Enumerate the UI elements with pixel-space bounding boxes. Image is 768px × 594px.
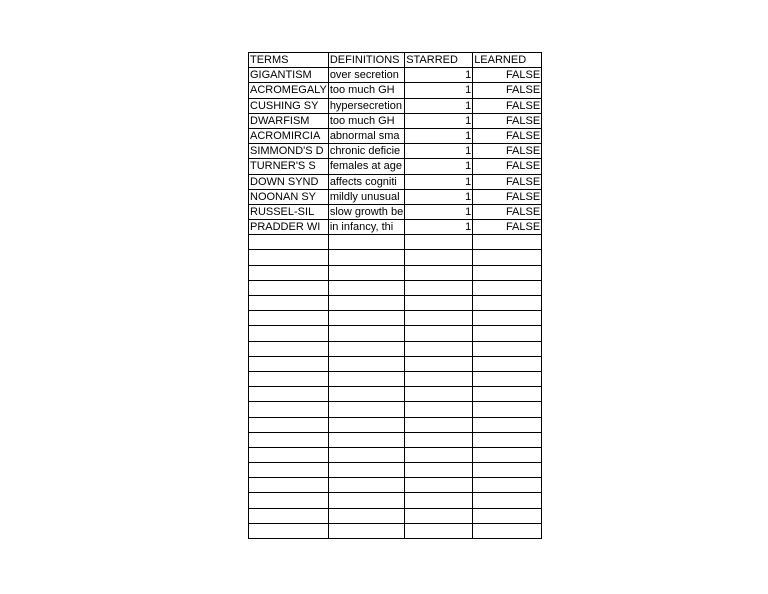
empty-cell[interactable] bbox=[328, 493, 404, 508]
empty-cell[interactable] bbox=[249, 341, 329, 356]
empty-cell[interactable] bbox=[328, 432, 404, 447]
empty-cell[interactable] bbox=[328, 250, 404, 265]
empty-row bbox=[249, 356, 542, 371]
cell-term[interactable]: CUSHING SY bbox=[249, 98, 329, 113]
empty-cell[interactable] bbox=[249, 417, 329, 432]
empty-cell[interactable] bbox=[328, 387, 404, 402]
empty-cell[interactable] bbox=[473, 296, 542, 311]
cell-term[interactable]: TURNER'S S bbox=[249, 159, 329, 174]
empty-cell[interactable] bbox=[249, 432, 329, 447]
empty-cell[interactable] bbox=[328, 326, 404, 341]
empty-cell[interactable] bbox=[473, 493, 542, 508]
empty-cell[interactable] bbox=[328, 296, 404, 311]
empty-cell[interactable] bbox=[328, 417, 404, 432]
empty-cell[interactable] bbox=[328, 463, 404, 478]
empty-cell[interactable] bbox=[473, 402, 542, 417]
table-row bbox=[249, 159, 542, 174]
empty-cell[interactable] bbox=[405, 523, 473, 538]
cell-definition[interactable]: affects cogniti bbox=[328, 174, 404, 189]
empty-cell[interactable] bbox=[405, 296, 473, 311]
empty-row bbox=[249, 341, 542, 356]
cell-starred[interactable]: 1 bbox=[405, 204, 473, 219]
empty-row bbox=[249, 326, 542, 341]
cell-starred[interactable]: 1 bbox=[405, 83, 473, 98]
empty-cell[interactable] bbox=[405, 280, 473, 295]
cell-definition[interactable]: slow growth be bbox=[329, 205, 404, 218]
empty-cell[interactable] bbox=[328, 265, 404, 280]
empty-cell[interactable] bbox=[473, 326, 542, 341]
table-row bbox=[249, 128, 542, 143]
empty-row bbox=[249, 311, 542, 326]
empty-row bbox=[249, 280, 542, 295]
cell-learned[interactable]: FALSE bbox=[473, 128, 542, 143]
cell-starred[interactable]: 1 bbox=[405, 128, 473, 143]
table-row bbox=[249, 204, 542, 219]
cell-definition[interactable]: chronic deficie bbox=[328, 144, 404, 159]
empty-cell[interactable] bbox=[405, 356, 473, 371]
empty-cell[interactable] bbox=[249, 296, 329, 311]
empty-cell[interactable] bbox=[249, 250, 329, 265]
cell-term[interactable]: GIGANTISM bbox=[249, 68, 329, 83]
cell-term[interactable]: RUSSEL-SIL bbox=[249, 204, 329, 219]
empty-row bbox=[249, 265, 542, 280]
cell-learned[interactable]: FALSE bbox=[473, 83, 542, 98]
empty-row bbox=[249, 250, 542, 265]
cell-term[interactable]: DWARFISM bbox=[249, 113, 329, 128]
table-row bbox=[249, 189, 542, 204]
empty-cell[interactable] bbox=[473, 387, 542, 402]
empty-row bbox=[249, 371, 542, 386]
empty-cell[interactable] bbox=[473, 371, 542, 386]
table-row bbox=[249, 174, 542, 189]
empty-cell[interactable] bbox=[328, 508, 404, 523]
empty-cell[interactable] bbox=[473, 356, 542, 371]
empty-cell[interactable] bbox=[249, 311, 329, 326]
table-row bbox=[249, 83, 542, 98]
cell-definition[interactable]: too much GH bbox=[328, 83, 404, 98]
table-row bbox=[249, 220, 542, 235]
empty-cell[interactable] bbox=[405, 341, 473, 356]
empty-cell[interactable] bbox=[405, 265, 473, 280]
table-row bbox=[249, 113, 542, 128]
cell-definition[interactable]: females at age bbox=[328, 159, 404, 174]
empty-row bbox=[249, 235, 542, 250]
cell-learned[interactable]: FALSE bbox=[473, 159, 542, 174]
empty-cell[interactable] bbox=[328, 478, 404, 493]
cell-term[interactable]: SIMMOND'S D bbox=[249, 144, 329, 159]
cell-starred[interactable]: 1 bbox=[405, 68, 473, 83]
table-row bbox=[249, 144, 542, 159]
empty-cell[interactable] bbox=[405, 326, 473, 341]
table-row bbox=[249, 68, 542, 83]
empty-cell[interactable] bbox=[405, 447, 473, 462]
cell-learned[interactable]: FALSE bbox=[473, 113, 542, 128]
cell-definition[interactable]: mildly unusual bbox=[328, 189, 404, 204]
empty-cell[interactable] bbox=[473, 341, 542, 356]
header-cell-learned[interactable]: LEARNED bbox=[473, 53, 542, 68]
cell-definition[interactable]: in infancy, thi bbox=[328, 220, 404, 235]
empty-cell[interactable] bbox=[405, 311, 473, 326]
empty-cell[interactable] bbox=[249, 523, 329, 538]
table-body bbox=[249, 68, 542, 539]
empty-cell[interactable] bbox=[405, 432, 473, 447]
empty-cell[interactable] bbox=[328, 356, 404, 371]
cell-learned[interactable]: FALSE bbox=[473, 220, 542, 235]
empty-row bbox=[249, 478, 542, 493]
cell-definition[interactable]: abnormal sma bbox=[328, 128, 404, 143]
empty-cell[interactable] bbox=[328, 311, 404, 326]
empty-cell[interactable] bbox=[249, 387, 329, 402]
empty-row bbox=[249, 523, 542, 538]
cell-term[interactable]: DOWN SYND bbox=[249, 174, 329, 189]
empty-cell[interactable] bbox=[473, 523, 542, 538]
cell-term[interactable]: ACROMEGALY bbox=[250, 84, 327, 97]
empty-cell[interactable] bbox=[473, 265, 542, 280]
cell-starred[interactable]: 1 bbox=[405, 174, 473, 189]
empty-row bbox=[249, 387, 542, 402]
empty-row bbox=[249, 493, 542, 508]
empty-row bbox=[249, 296, 542, 311]
empty-cell[interactable] bbox=[473, 280, 542, 295]
empty-cell[interactable] bbox=[249, 463, 329, 478]
empty-cell[interactable] bbox=[473, 478, 542, 493]
empty-cell[interactable] bbox=[328, 447, 404, 462]
empty-cell[interactable] bbox=[405, 478, 473, 493]
cell-starred[interactable]: 1 bbox=[405, 220, 473, 235]
empty-cell[interactable] bbox=[405, 250, 473, 265]
empty-cell[interactable] bbox=[405, 387, 473, 402]
empty-cell[interactable] bbox=[249, 447, 329, 462]
empty-cell[interactable] bbox=[473, 417, 542, 432]
cell-definition[interactable]: over secretion bbox=[328, 68, 404, 83]
header-cell-definitions[interactable]: DEFINITIONS bbox=[328, 53, 404, 68]
empty-cell[interactable] bbox=[328, 523, 404, 538]
spreadsheet-table bbox=[248, 52, 542, 539]
empty-cell[interactable] bbox=[249, 508, 329, 523]
empty-cell[interactable] bbox=[328, 280, 404, 295]
empty-row bbox=[249, 417, 542, 432]
empty-row bbox=[249, 432, 542, 447]
empty-cell[interactable] bbox=[405, 402, 473, 417]
empty-row bbox=[249, 402, 542, 417]
empty-cell[interactable] bbox=[473, 508, 542, 523]
empty-cell[interactable] bbox=[328, 371, 404, 386]
header-cell-terms[interactable]: TERMS bbox=[249, 53, 329, 68]
cell-term[interactable]: NOONAN SY bbox=[249, 189, 329, 204]
cell-learned[interactable]: FALSE bbox=[473, 189, 542, 204]
empty-cell[interactable] bbox=[473, 311, 542, 326]
empty-cell[interactable] bbox=[473, 432, 542, 447]
empty-cell[interactable] bbox=[328, 402, 404, 417]
cell-starred[interactable]: 1 bbox=[405, 189, 473, 204]
header-row bbox=[249, 53, 542, 68]
empty-cell[interactable] bbox=[473, 235, 542, 250]
empty-row bbox=[249, 508, 542, 523]
cell-definition[interactable]: hypersecretion bbox=[328, 98, 404, 113]
header-cell-starred[interactable]: STARRED bbox=[405, 53, 473, 68]
cell-starred[interactable]: 1 bbox=[405, 113, 473, 128]
empty-cell[interactable] bbox=[405, 493, 473, 508]
empty-cell[interactable] bbox=[405, 463, 473, 478]
empty-cell[interactable] bbox=[328, 235, 404, 250]
empty-row bbox=[249, 447, 542, 462]
empty-cell[interactable] bbox=[405, 417, 473, 432]
cell-starred[interactable]: 1 bbox=[405, 144, 473, 159]
empty-cell[interactable] bbox=[249, 371, 329, 386]
cell-starred[interactable]: 1 bbox=[405, 98, 473, 113]
empty-cell[interactable] bbox=[249, 493, 329, 508]
empty-cell[interactable] bbox=[249, 478, 329, 493]
empty-cell[interactable] bbox=[249, 265, 329, 280]
empty-cell[interactable] bbox=[249, 402, 329, 417]
empty-cell[interactable] bbox=[405, 508, 473, 523]
empty-cell[interactable] bbox=[405, 235, 473, 250]
empty-cell[interactable] bbox=[249, 326, 329, 341]
empty-cell[interactable] bbox=[473, 463, 542, 478]
table-row bbox=[249, 98, 542, 113]
empty-cell[interactable] bbox=[328, 341, 404, 356]
empty-cell[interactable] bbox=[249, 280, 329, 295]
empty-cell[interactable] bbox=[473, 250, 542, 265]
empty-cell[interactable] bbox=[249, 356, 329, 371]
cell-learned[interactable]: FALSE bbox=[473, 98, 542, 113]
cell-term[interactable]: ACROMIRCIA bbox=[249, 128, 329, 143]
empty-cell[interactable] bbox=[249, 235, 329, 250]
cell-definition[interactable]: too much GH bbox=[328, 113, 404, 128]
cell-term[interactable]: PRADDER WI bbox=[249, 220, 329, 235]
empty-cell[interactable] bbox=[473, 447, 542, 462]
cell-learned[interactable]: FALSE bbox=[473, 144, 542, 159]
cell-learned[interactable]: FALSE bbox=[473, 204, 542, 219]
empty-cell[interactable] bbox=[405, 371, 473, 386]
cell-starred[interactable]: 1 bbox=[405, 159, 473, 174]
empty-row bbox=[249, 463, 542, 478]
cell-learned[interactable]: FALSE bbox=[473, 174, 542, 189]
cell-learned[interactable]: FALSE bbox=[473, 68, 542, 83]
